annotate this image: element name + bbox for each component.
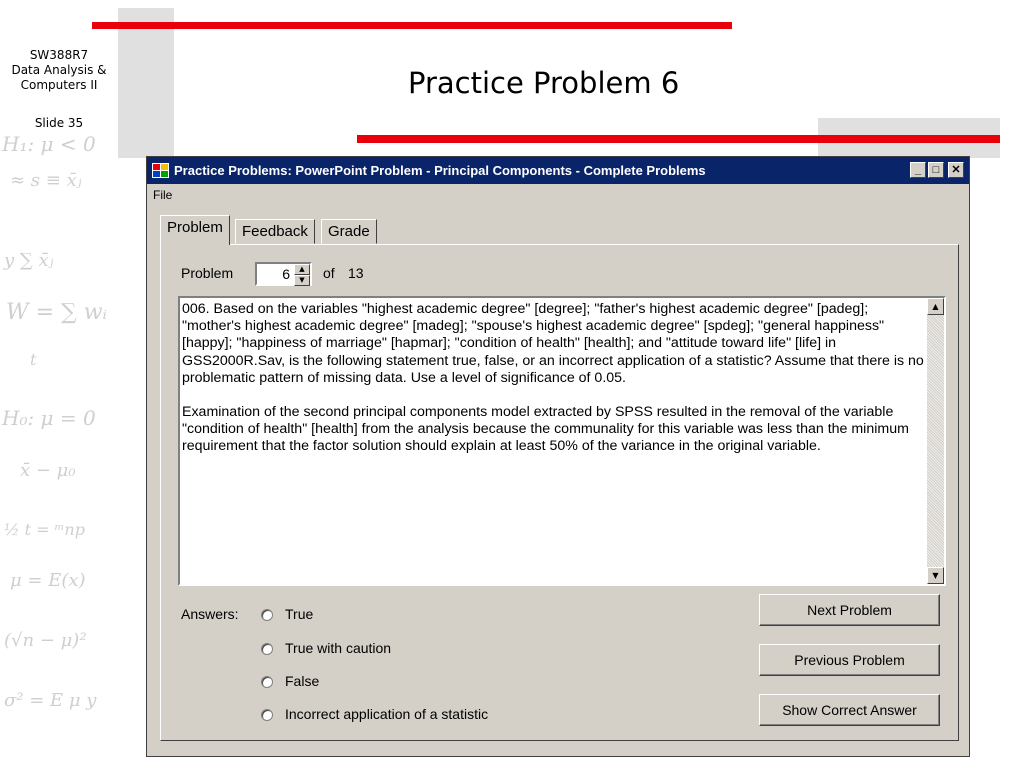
- math-formula-decoration: H₁: μ < 0 ≈ s ≡ x̄ⱼ y ∑ x̄ⱼ W = ∑ wᵢ t H₀: μ = 0 x̄ − μ₀ ½ t = ᵐnp μ = E(x) (√n − μ)² σ² = E μ y: [2, 132, 107, 711]
- course-label: [0, 48, 118, 93]
- problem-number-value: 6: [282, 266, 290, 282]
- slide-title: Practice Problem 6: [408, 66, 680, 100]
- show-correct-answer-button[interactable]: Show Correct Answer: [759, 694, 940, 726]
- answer-true-label[interactable]: True: [285, 606, 314, 622]
- scroll-down-icon[interactable]: ▼: [927, 567, 944, 584]
- close-button[interactable]: ✕: [948, 162, 964, 178]
- problem-label: Problem: [181, 265, 234, 281]
- stepper-buttons: [294, 264, 310, 284]
- next-problem-button[interactable]: Next Problem: [759, 594, 940, 626]
- tab-grade[interactable]: Grade: [321, 219, 377, 244]
- stepper-down-icon[interactable]: ▼: [294, 275, 310, 286]
- course-name-line2: Computers II: [20, 78, 98, 92]
- problem-paragraph-2: Examination of the second principal components model extracted by SPSS resulted in the removal of the variable "condition of health" [health] from the analysis because the communality for this variable was less than the minimum requirement that the factor solution should explain at least 50% of the variance in the original variable.: [182, 404, 909, 455]
- window-title: Practice Problems: PowerPoint Problem - Principal Components - Complete Problems: [174, 163, 706, 178]
- problem-total: 13: [348, 265, 364, 281]
- scroll-up-icon[interactable]: ▲: [927, 298, 944, 315]
- radio-true-with-caution[interactable]: [261, 643, 273, 655]
- previous-problem-button[interactable]: Previous Problem: [759, 644, 940, 676]
- slide-red-bar-bottom: [357, 135, 1000, 143]
- maximize-button[interactable]: □: [928, 162, 944, 178]
- slide-red-bar-top: [92, 22, 732, 29]
- radio-true[interactable]: [261, 609, 273, 621]
- problem-text: [182, 301, 924, 473]
- of-label: of: [323, 265, 335, 281]
- slide-gray-strip: [118, 8, 174, 158]
- practice-problems-window: [146, 156, 970, 757]
- problem-number-stepper[interactable]: [255, 262, 312, 286]
- course-name-line1: Data Analysis &: [11, 63, 107, 77]
- minimize-button[interactable]: _: [910, 162, 926, 178]
- radio-incorrect-application[interactable]: [261, 709, 273, 721]
- radio-false[interactable]: [261, 676, 273, 688]
- slide-number: Slide 35: [34, 116, 84, 130]
- answer-true-with-caution-label[interactable]: True with caution: [285, 640, 392, 656]
- menu-file[interactable]: File: [153, 188, 173, 202]
- stepper-up-icon[interactable]: ▲: [294, 264, 310, 275]
- tab-problem[interactable]: Problem: [160, 215, 230, 245]
- window-title-bar[interactable]: [147, 157, 969, 184]
- answer-false-label[interactable]: False: [285, 673, 320, 689]
- answer-incorrect-application-label[interactable]: Incorrect application of a statistic: [285, 706, 489, 722]
- app-icon: [152, 163, 169, 178]
- answers-label: Answers:: [181, 606, 239, 622]
- course-code: SW388R7: [29, 48, 89, 62]
- vertical-scrollbar[interactable]: [927, 298, 944, 584]
- problem-paragraph-1: 006. Based on the variables "highest academic degree" [degree]; "father's highest academic degree" [padeg]; "mother's highest academic degree" [madeg]; "spouse's highest academic degree" [spdeg]; "general happiness" [happy]; "happiness of marriage" [hapmar]; "condition of health" [health]; and "attitude toward life" [life] in GSS2000R.Sav, is the following statement true, false, or an incorrect application of a statistic? Assume that there is no problematic pattern of missing data. Use a level of significance of 0.05.: [182, 301, 924, 386]
- tab-feedback[interactable]: Feedback: [235, 219, 315, 244]
- problem-text-box[interactable]: [178, 296, 946, 586]
